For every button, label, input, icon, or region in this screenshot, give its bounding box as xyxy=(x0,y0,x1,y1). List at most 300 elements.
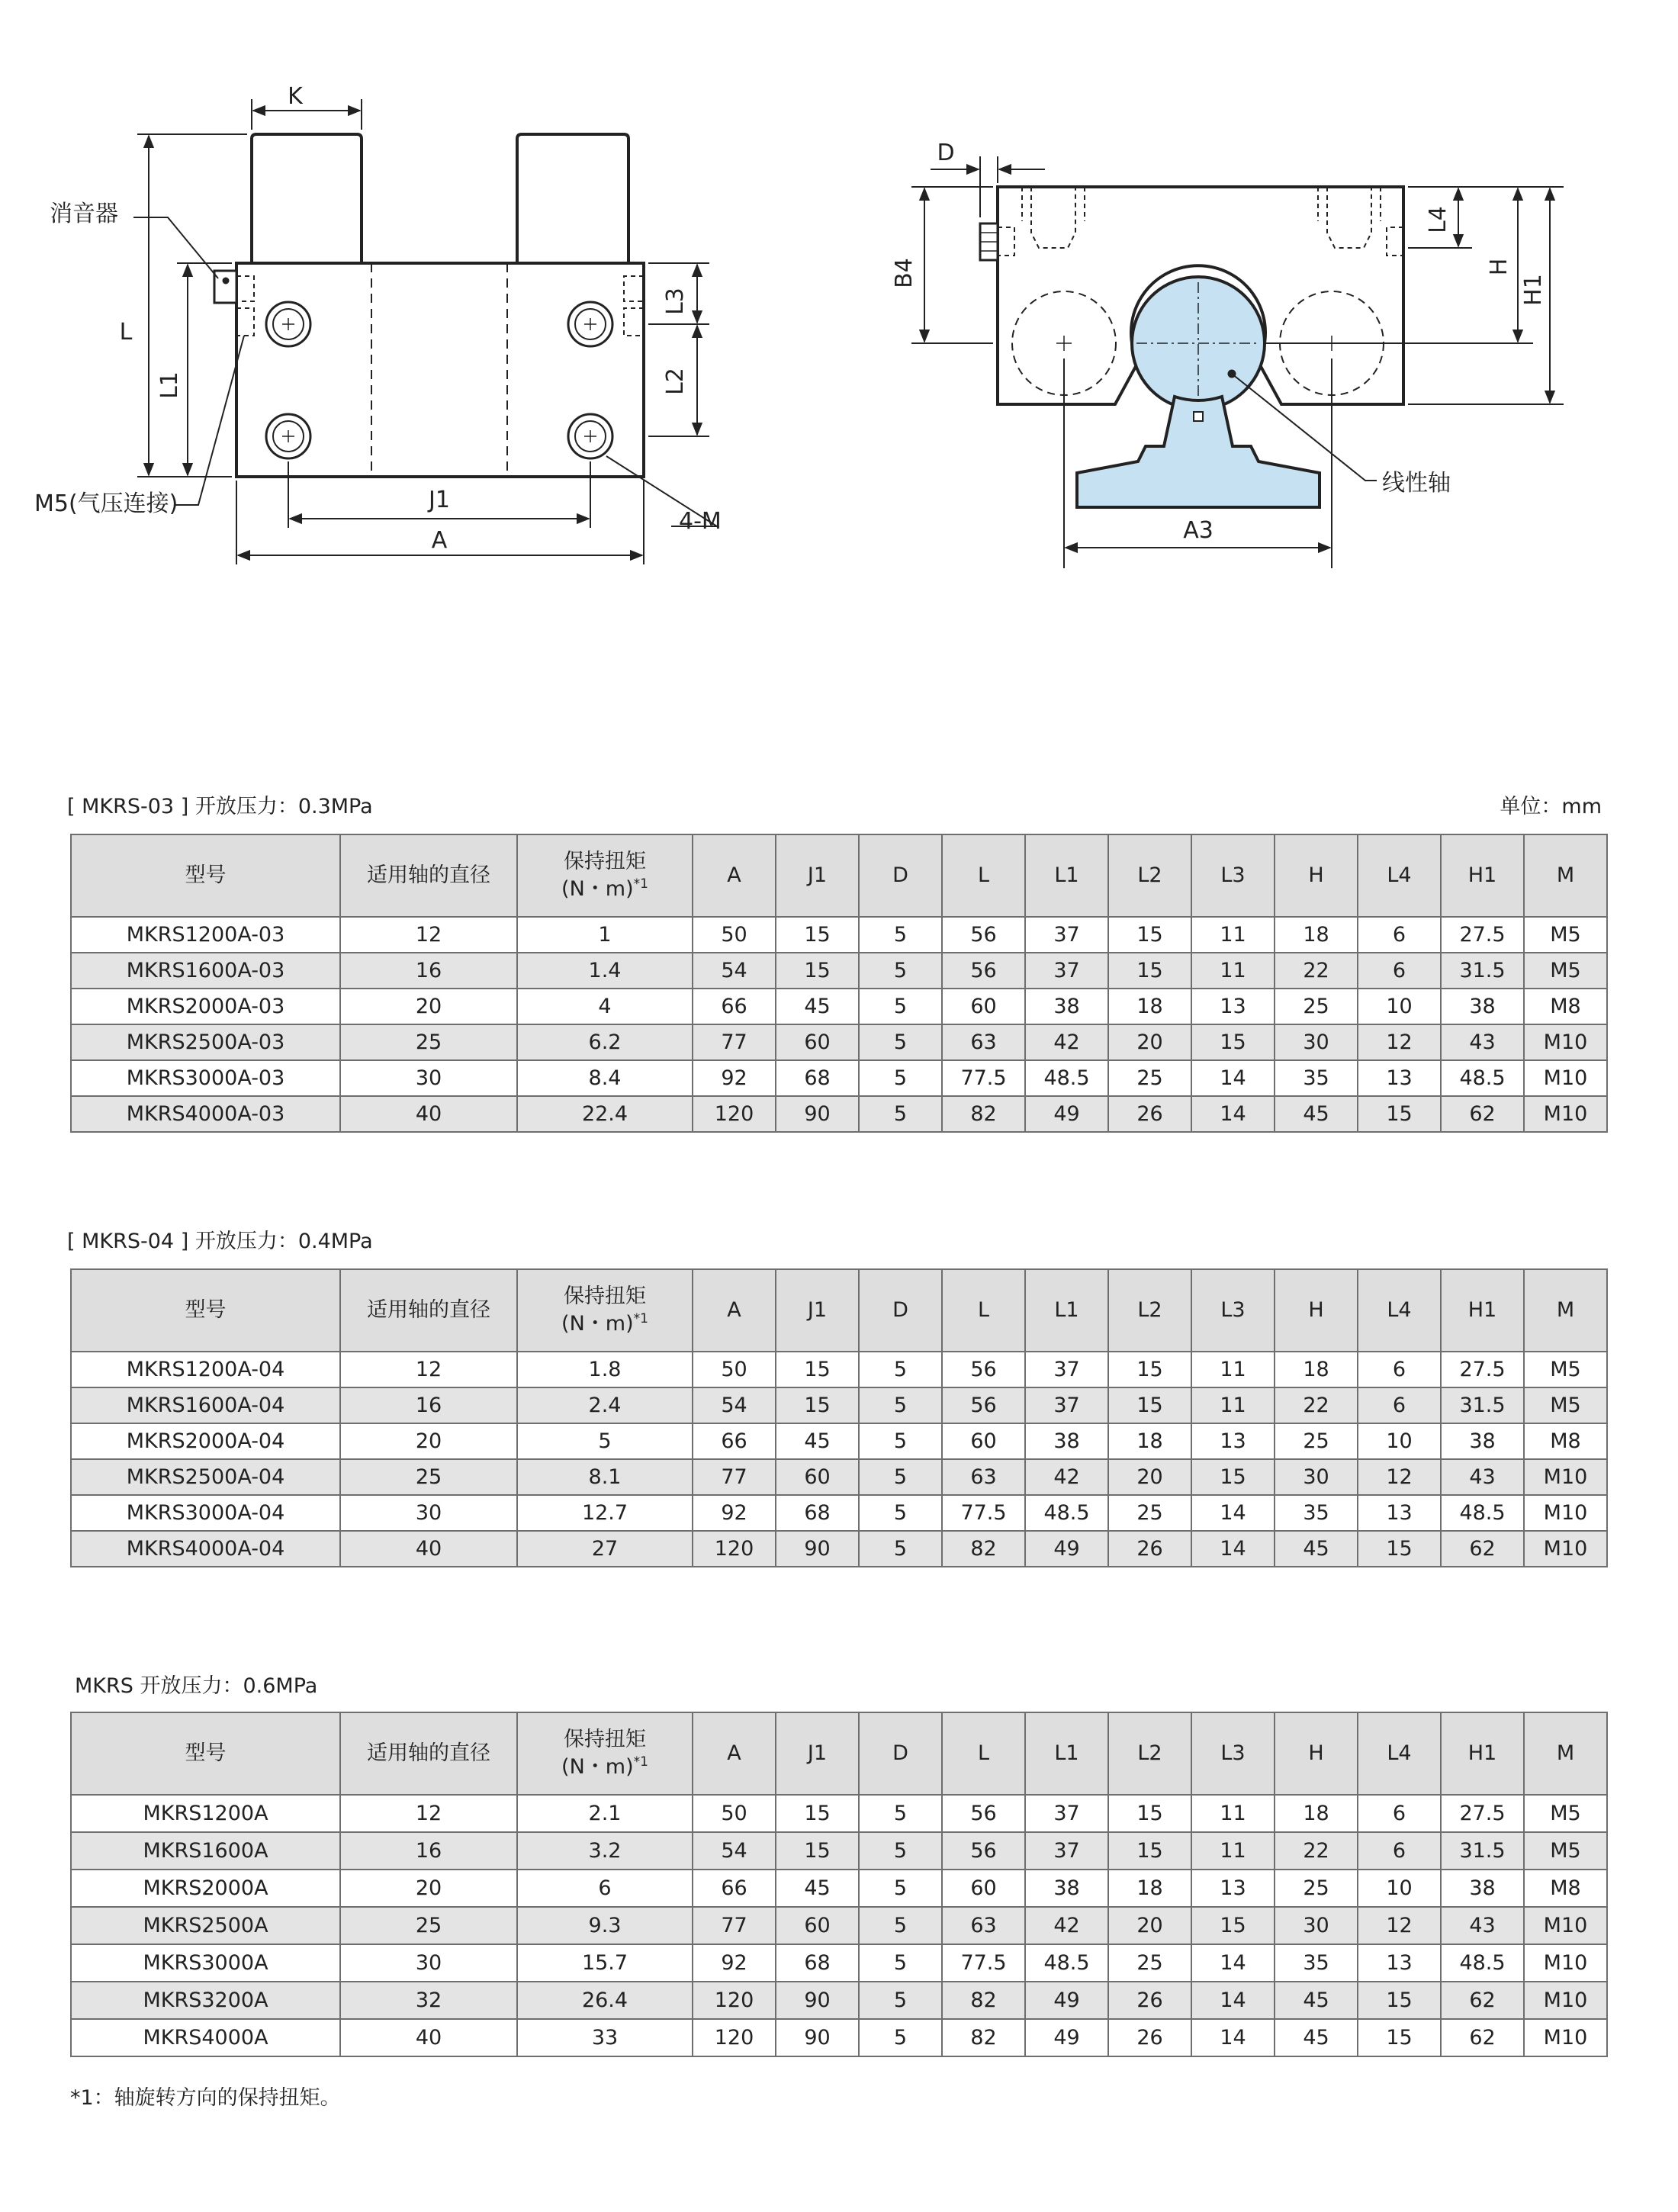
table-cell: 25 xyxy=(1108,1060,1191,1096)
col-holding-torque xyxy=(517,834,693,917)
table-cell: 60 xyxy=(942,1870,1025,1907)
table-cell: 4 xyxy=(517,989,693,1024)
col-L3: L3 xyxy=(1191,1712,1275,1795)
table-cell: 48.5 xyxy=(1025,1495,1108,1531)
table-cell: 38 xyxy=(1025,1423,1108,1459)
table-cell: 30 xyxy=(340,1944,517,1982)
table-cell: 5 xyxy=(859,1870,942,1907)
table-cell: 120 xyxy=(693,1982,776,2019)
table-cell: 30 xyxy=(1275,1024,1358,1060)
label-J1: J1 xyxy=(429,487,450,513)
table-cell: M10 xyxy=(1524,1096,1607,1132)
table-cell: 60 xyxy=(776,1459,859,1495)
table-cell: 92 xyxy=(693,1495,776,1531)
table-cell: 38 xyxy=(1441,1870,1524,1907)
front-view-labels xyxy=(34,83,722,554)
table-cell: 90 xyxy=(776,1531,859,1567)
col-D: D xyxy=(859,1712,942,1795)
table-cell: 45 xyxy=(1275,1982,1358,2019)
col-holding-torque xyxy=(517,1269,693,1352)
table-cell: M10 xyxy=(1524,1459,1607,1495)
table-cell: 38 xyxy=(1441,989,1524,1024)
table-cell: MKRS1200A-04 xyxy=(71,1352,340,1387)
table-cell: 56 xyxy=(942,1795,1025,1832)
table-cell: 38 xyxy=(1025,989,1108,1024)
table-cell: 62 xyxy=(1441,1531,1524,1567)
table-cell: 15 xyxy=(1108,1832,1191,1870)
table-cell: 37 xyxy=(1025,917,1108,953)
col-L1: L1 xyxy=(1025,834,1108,917)
col-A: A xyxy=(693,834,776,917)
table-cell: 6 xyxy=(1358,1795,1441,1832)
col-H: H xyxy=(1275,1269,1358,1352)
table-cell: 11 xyxy=(1191,1352,1275,1387)
col-shaft-diameter: 适用轴的直径 xyxy=(340,1269,517,1352)
table-cell: 25 xyxy=(340,1024,517,1060)
table-cell: 10 xyxy=(1358,1423,1441,1459)
col-M: M xyxy=(1524,1269,1607,1352)
table-row xyxy=(71,1352,1678,1387)
col-L2: L2 xyxy=(1108,1269,1191,1352)
table-header-row xyxy=(71,1269,1678,1352)
table-cell: 26 xyxy=(1108,2019,1191,2056)
table-cell: MKRS1600A xyxy=(71,1832,340,1870)
table-cell: MKRS2500A-04 xyxy=(71,1459,340,1495)
table-cell: 15 xyxy=(776,953,859,989)
footnote-mark: *1 xyxy=(633,1754,648,1770)
table-cell: M10 xyxy=(1524,1495,1607,1531)
table-cell: 25 xyxy=(1275,989,1358,1024)
table-cell: 120 xyxy=(693,1096,776,1132)
table-cell: 9.3 xyxy=(517,1907,693,1944)
table-cell: 27.5 xyxy=(1441,917,1524,953)
table-cell: 27.5 xyxy=(1441,1795,1524,1832)
table-cell: 11 xyxy=(1191,1832,1275,1870)
table-cell: 45 xyxy=(1275,1531,1358,1567)
table-cell: 37 xyxy=(1025,1352,1108,1387)
table-cell: 38 xyxy=(1025,1870,1108,1907)
col-L: L xyxy=(942,834,1025,917)
col-L2: L2 xyxy=(1108,834,1191,917)
table-cell: 60 xyxy=(776,1907,859,1944)
table-cell: 45 xyxy=(776,1870,859,1907)
col-H: H xyxy=(1275,1712,1358,1795)
table-cell: MKRS2000A xyxy=(71,1870,340,1907)
table-cell: 48.5 xyxy=(1025,1060,1108,1096)
table-cell: 14 xyxy=(1191,2019,1275,2056)
col-L4: L4 xyxy=(1358,1712,1441,1795)
col-A: A xyxy=(693,1269,776,1352)
table-cell: 48.5 xyxy=(1441,1060,1524,1096)
table-cell: 77.5 xyxy=(942,1495,1025,1531)
label-A: A xyxy=(431,527,448,554)
col-H1: H1 xyxy=(1441,1712,1524,1795)
col-L: L xyxy=(942,1269,1025,1352)
table-cell: 2.4 xyxy=(517,1387,693,1423)
label-L3: L3 xyxy=(662,288,689,315)
table-header-row xyxy=(71,834,1678,917)
col-D: D xyxy=(859,1269,942,1352)
col-H1: H1 xyxy=(1441,1269,1524,1352)
col-J1: J1 xyxy=(776,1712,859,1795)
table-cell: 15 xyxy=(1108,1387,1191,1423)
table-cell: 33 xyxy=(517,2019,693,2056)
table-cell: 82 xyxy=(942,2019,1025,2056)
table-cell: M10 xyxy=(1524,1982,1607,2019)
label-H: H xyxy=(1486,258,1512,276)
table-cell: 15 xyxy=(1358,1096,1441,1132)
col-H1: H1 xyxy=(1441,834,1524,917)
table-cell: 16 xyxy=(340,953,517,989)
col-L1: L1 xyxy=(1025,1269,1108,1352)
table-cell: M8 xyxy=(1524,989,1607,1024)
col-J1: J1 xyxy=(776,1269,859,1352)
table-cell: 6 xyxy=(1358,953,1441,989)
col-L3: L3 xyxy=(1191,834,1275,917)
table-cell: 56 xyxy=(942,1832,1025,1870)
table-row xyxy=(71,1870,1678,1907)
table-cell: 13 xyxy=(1358,1495,1441,1531)
table-cell: 77 xyxy=(693,1907,776,1944)
table-cell: 45 xyxy=(776,1423,859,1459)
table-cell: 26 xyxy=(1108,1982,1191,2019)
table-cell: 60 xyxy=(942,1423,1025,1459)
table-cell: 10 xyxy=(1358,989,1441,1024)
col-L: L xyxy=(942,1712,1025,1795)
table-cell: 68 xyxy=(776,1944,859,1982)
col-L4: L4 xyxy=(1358,1269,1441,1352)
table-cell: 12 xyxy=(340,1352,517,1387)
table-cell: 5 xyxy=(859,917,942,953)
table-cell: 43 xyxy=(1441,1907,1524,1944)
table-cell: M8 xyxy=(1524,1423,1607,1459)
label-L1: L1 xyxy=(156,371,183,399)
table-cell: 5 xyxy=(859,953,942,989)
table-cell: 12 xyxy=(1358,1459,1441,1495)
table-cell: 62 xyxy=(1441,1096,1524,1132)
table-cell: 60 xyxy=(776,1024,859,1060)
table-cell: 8.4 xyxy=(517,1060,693,1096)
table-cell: M8 xyxy=(1524,1870,1607,1907)
table-caption: [ MKRS-04 ] 开放压力：0.4MPa xyxy=(67,1230,373,1253)
table-cell: 12.7 xyxy=(517,1495,693,1531)
table-cell: M5 xyxy=(1524,1795,1607,1832)
table-row xyxy=(71,953,1678,989)
table-cell: 66 xyxy=(693,1870,776,1907)
table-cell: 15 xyxy=(1191,1907,1275,1944)
table-cell: 32 xyxy=(340,1982,517,2019)
table-cell: 26.4 xyxy=(517,1982,693,2019)
table-cell: M10 xyxy=(1524,1024,1607,1060)
table-cell: 5 xyxy=(859,1982,942,2019)
table-cell: 22 xyxy=(1275,953,1358,989)
table-cell: 31.5 xyxy=(1441,953,1524,989)
table-cell: 5 xyxy=(859,1944,942,1982)
col-L4: L4 xyxy=(1358,834,1441,917)
table-cell: 48.5 xyxy=(1025,1944,1108,1982)
table-cell: M5 xyxy=(1524,917,1607,953)
table-cell: 42 xyxy=(1025,1459,1108,1495)
table-cell: M5 xyxy=(1524,1832,1607,1870)
torque-unit: (N・m) xyxy=(561,1312,634,1336)
table-cell: 15 xyxy=(1108,1352,1191,1387)
table-cell: 77.5 xyxy=(942,1060,1025,1096)
table-cell: 15 xyxy=(776,1832,859,1870)
col-L2: L2 xyxy=(1108,1712,1191,1795)
table-cell: 5 xyxy=(859,1060,942,1096)
table-cell: 56 xyxy=(942,917,1025,953)
table-cell: 18 xyxy=(1275,917,1358,953)
table-cell: 49 xyxy=(1025,1982,1108,2019)
table-cell: MKRS4000A-04 xyxy=(71,1531,340,1567)
table-row xyxy=(71,1060,1678,1096)
table-row xyxy=(71,1832,1678,1870)
col-M: M xyxy=(1524,834,1607,917)
footnote-mark: *1 xyxy=(633,1311,648,1326)
table-cell: 35 xyxy=(1275,1060,1358,1096)
table-cell: 26 xyxy=(1108,1096,1191,1132)
table-cell: 48.5 xyxy=(1441,1495,1524,1531)
table-cell: 25 xyxy=(1275,1870,1358,1907)
table-cell: 63 xyxy=(942,1459,1025,1495)
table-cell: 68 xyxy=(776,1495,859,1531)
table-cell: 50 xyxy=(693,917,776,953)
table-cell: 38 xyxy=(1441,1423,1524,1459)
table-cell: 120 xyxy=(693,1531,776,1567)
table-cell: M10 xyxy=(1524,1944,1607,1982)
table-cell: 5 xyxy=(859,1024,942,1060)
table-cell: 56 xyxy=(942,953,1025,989)
table-cell: 92 xyxy=(693,1060,776,1096)
table-cell: 5 xyxy=(859,1459,942,1495)
table-cell: 25 xyxy=(340,1459,517,1495)
table-row xyxy=(71,2019,1678,2056)
table-cell: MKRS2000A-03 xyxy=(71,989,340,1024)
table-cell: M10 xyxy=(1524,1907,1607,1944)
table-cell: 5 xyxy=(859,1495,942,1531)
table-cell: 25 xyxy=(1108,1495,1191,1531)
spec-table xyxy=(70,1268,1678,1567)
table-cell: 8.1 xyxy=(517,1459,693,1495)
table-cell: M10 xyxy=(1524,1060,1607,1096)
table-cell: 5 xyxy=(859,989,942,1024)
table-cell: 18 xyxy=(1108,989,1191,1024)
label-muffler: 消音器 xyxy=(50,201,118,227)
table-cell: 14 xyxy=(1191,1096,1275,1132)
table-cell: 15.7 xyxy=(517,1944,693,1982)
col-shaft-diameter: 适用轴的直径 xyxy=(340,1712,517,1795)
table-cell: 15 xyxy=(1108,1795,1191,1832)
table-cell: 90 xyxy=(776,2019,859,2056)
table-cell: MKRS3000A-04 xyxy=(71,1495,340,1531)
table-row xyxy=(71,1459,1678,1495)
table-cell: 77 xyxy=(693,1024,776,1060)
table-cell: 15 xyxy=(1191,1459,1275,1495)
table-cell: 1 xyxy=(517,917,693,953)
table-cell: 63 xyxy=(942,1024,1025,1060)
label-D: D xyxy=(937,140,955,166)
col-H: H xyxy=(1275,834,1358,917)
table-cell: 16 xyxy=(340,1832,517,1870)
table-cell: 6 xyxy=(517,1870,693,1907)
table-cell: 11 xyxy=(1191,917,1275,953)
table-cell: MKRS2500A xyxy=(71,1907,340,1944)
table-cell: 3.2 xyxy=(517,1832,693,1870)
table-row xyxy=(71,1795,1678,1832)
table-cell: 43 xyxy=(1441,1459,1524,1495)
label-K: K xyxy=(288,83,303,110)
table-row xyxy=(71,1096,1678,1132)
table-cell: 12 xyxy=(340,1795,517,1832)
table-cell: M5 xyxy=(1524,953,1607,989)
table-cell: 31.5 xyxy=(1441,1832,1524,1870)
table-cell: 5 xyxy=(859,2019,942,2056)
footnote-mark: *1 xyxy=(633,876,648,892)
table-cell: 15 xyxy=(1358,1982,1441,2019)
col-holding-torque xyxy=(517,1712,693,1795)
table-cell: 22 xyxy=(1275,1832,1358,1870)
table-cell: 1.8 xyxy=(517,1352,693,1387)
table-cell: 5 xyxy=(859,1907,942,1944)
table-cell: 18 xyxy=(1108,1870,1191,1907)
table-cell: 63 xyxy=(942,1907,1025,1944)
table-cell: MKRS4000A xyxy=(71,2019,340,2056)
table-cell: 22 xyxy=(1275,1387,1358,1423)
table-cell: M5 xyxy=(1524,1387,1607,1423)
table-cell: M10 xyxy=(1524,1531,1607,1567)
table-cell: 30 xyxy=(1275,1907,1358,1944)
table-cell: 12 xyxy=(1358,1024,1441,1060)
table-cell: 13 xyxy=(1191,1423,1275,1459)
table-cell: 92 xyxy=(693,1944,776,1982)
table-cell: 49 xyxy=(1025,1096,1108,1132)
table-cell: 6.2 xyxy=(517,1024,693,1060)
table-row xyxy=(71,989,1678,1024)
table-cell: 82 xyxy=(942,1096,1025,1132)
table-row xyxy=(71,1907,1678,1944)
table-cell: 25 xyxy=(340,1907,517,1944)
table-cell: 54 xyxy=(693,1832,776,1870)
table-cell: 18 xyxy=(1275,1352,1358,1387)
col-model: 型号 xyxy=(71,1712,340,1795)
table-cell: 50 xyxy=(693,1795,776,1832)
table-cell: 66 xyxy=(693,1423,776,1459)
table-cell: 56 xyxy=(942,1387,1025,1423)
table-cell: 14 xyxy=(1191,1060,1275,1096)
table-cell: 68 xyxy=(776,1060,859,1096)
table-cell: 15 xyxy=(1191,1024,1275,1060)
torque-title: 保持扭矩 xyxy=(564,1284,646,1308)
table-row xyxy=(71,1387,1678,1423)
table-cell: 12 xyxy=(340,917,517,953)
label-linear-shaft: 线性轴 xyxy=(1382,470,1451,497)
table-cell: 13 xyxy=(1358,1060,1441,1096)
table-cell: 66 xyxy=(693,989,776,1024)
col-A: A xyxy=(693,1712,776,1795)
col-L3: L3 xyxy=(1191,1269,1275,1352)
table-cell: 22.4 xyxy=(517,1096,693,1132)
table-cell: 45 xyxy=(776,989,859,1024)
table-cell: 11 xyxy=(1191,1795,1275,1832)
table-cell: 77 xyxy=(693,1459,776,1495)
table-row xyxy=(71,1024,1678,1060)
table-cell: 10 xyxy=(1358,1870,1441,1907)
table-cell: 2.1 xyxy=(517,1795,693,1832)
spec-table xyxy=(70,1712,1678,2057)
label-L2: L2 xyxy=(662,368,689,395)
table-cell: 5 xyxy=(859,1096,942,1132)
spec-table xyxy=(70,834,1678,1133)
table-cell: 15 xyxy=(1108,917,1191,953)
table-cell: 20 xyxy=(1108,1907,1191,1944)
torque-unit: (N・m) xyxy=(561,1755,634,1779)
table-cell: 25 xyxy=(1275,1423,1358,1459)
footnote: *1：轴旋转方向的保持扭矩。 xyxy=(70,2086,341,2110)
table-row xyxy=(71,1423,1678,1459)
table-cell: 62 xyxy=(1441,2019,1524,2056)
table-cell: 13 xyxy=(1191,989,1275,1024)
table-cell: 11 xyxy=(1191,1387,1275,1423)
col-M: M xyxy=(1524,1712,1607,1795)
table-cell: 25 xyxy=(1108,1944,1191,1982)
col-D: D xyxy=(859,834,942,917)
table-cell: 40 xyxy=(340,2019,517,2056)
table-caption: [ MKRS-03 ] 开放压力：0.3MPa xyxy=(67,795,373,818)
table-cell: 62 xyxy=(1441,1982,1524,2019)
label-M5: M5(气压连接) xyxy=(34,490,178,517)
table-cell: M10 xyxy=(1524,2019,1607,2056)
table-header-row xyxy=(71,1712,1678,1795)
table-cell: 13 xyxy=(1358,1944,1441,1982)
table-cell: 54 xyxy=(693,953,776,989)
table-cell: MKRS2500A-03 xyxy=(71,1024,340,1060)
table-cell: 5 xyxy=(859,1352,942,1387)
technical-drawing xyxy=(0,0,1678,610)
table-cell: 14 xyxy=(1191,1531,1275,1567)
table-cell: 14 xyxy=(1191,1495,1275,1531)
table-cell: 6 xyxy=(1358,1832,1441,1870)
table-cell: 45 xyxy=(1275,2019,1358,2056)
table-cell: 77.5 xyxy=(942,1944,1025,1982)
table-cell: 6 xyxy=(1358,917,1441,953)
table-cell: 5 xyxy=(517,1423,693,1459)
table-cell: 5 xyxy=(859,1795,942,1832)
table-cell: 14 xyxy=(1191,1944,1275,1982)
table-cell: 82 xyxy=(942,1531,1025,1567)
table-cell: 1.4 xyxy=(517,953,693,989)
table-cell: 54 xyxy=(693,1387,776,1423)
table-cell: 37 xyxy=(1025,1832,1108,1870)
table-cell: 16 xyxy=(340,1387,517,1423)
table-cell: MKRS3200A xyxy=(71,1982,340,2019)
front-view xyxy=(133,99,717,564)
table-cell: 20 xyxy=(340,1423,517,1459)
table-cell: 90 xyxy=(776,1096,859,1132)
table-cell: 42 xyxy=(1025,1907,1108,1944)
table-cell: 6 xyxy=(1358,1352,1441,1387)
table-cell: 20 xyxy=(340,989,517,1024)
col-L1: L1 xyxy=(1025,1712,1108,1795)
torque-title: 保持扭矩 xyxy=(564,1727,646,1751)
table-cell: 14 xyxy=(1191,1982,1275,2019)
table-cell: MKRS1600A-04 xyxy=(71,1387,340,1423)
table-cell: 35 xyxy=(1275,1495,1358,1531)
table-cell: 20 xyxy=(1108,1459,1191,1495)
label-L: L xyxy=(119,319,133,346)
table-cell: MKRS1600A-03 xyxy=(71,953,340,989)
unit-label: 单位：mm xyxy=(1500,795,1602,818)
side-view xyxy=(911,156,1564,568)
